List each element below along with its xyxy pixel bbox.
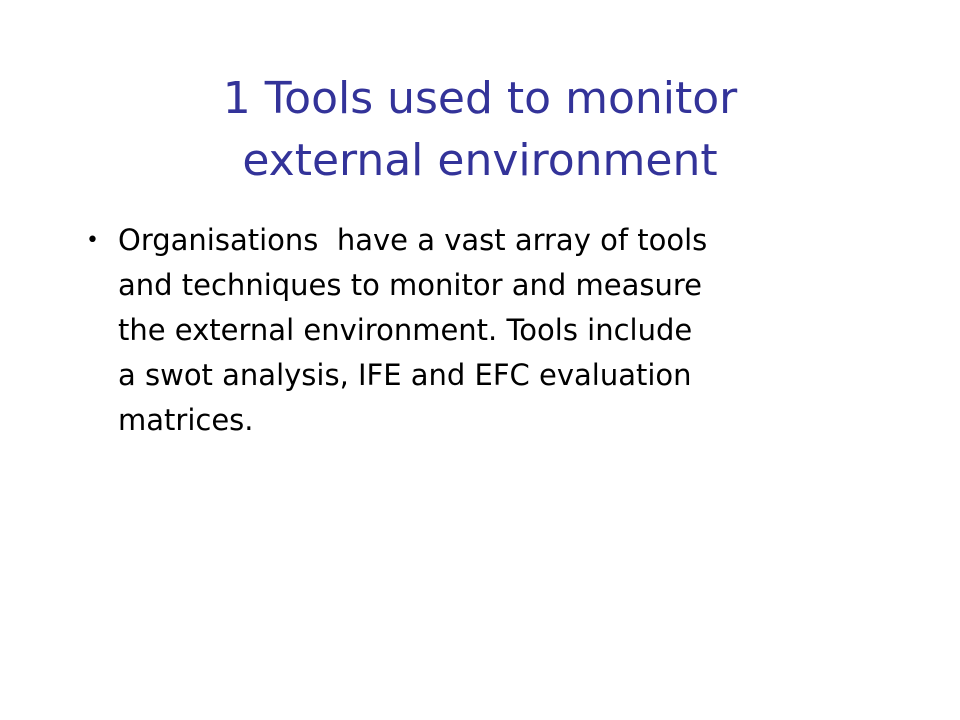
bullet-text-line: Organisations have a vast array of tools: [118, 223, 708, 257]
bullet-text-line: the external environment. Tools include: [118, 313, 693, 347]
bullet-item: [82, 218, 882, 443]
bullet-list: [82, 218, 882, 443]
bullet-text-line: a swot analysis, IFE and EFC evaluation: [118, 358, 692, 392]
bullet-text-line: matrices.: [118, 403, 254, 437]
slide-title: [60, 68, 900, 192]
bullet-text: [118, 218, 882, 443]
slide-title-line: 1 Tools used to monitor: [222, 73, 738, 124]
bullet-dot-icon: •: [86, 228, 99, 253]
slide-title-line: external environment: [242, 135, 718, 186]
bullet-text-line: and techniques to monitor and measure: [118, 268, 702, 302]
